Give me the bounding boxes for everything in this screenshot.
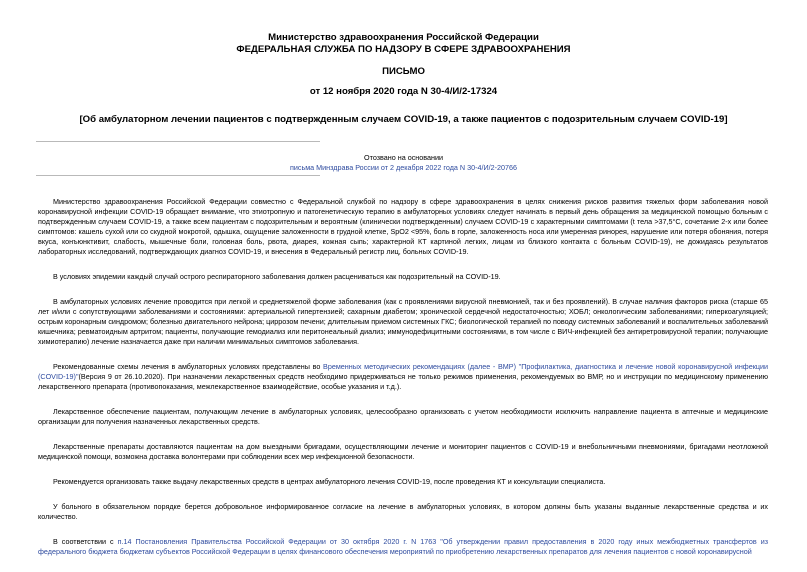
document-type: ПИСЬМО: [382, 66, 425, 77]
document-title: [Об амбулаторном лечении пациентов с подтвержденным случаем COVID-19, а также пациентов с подозрительным случаем COVID-19]: [79, 114, 728, 125]
vmr-recommendations-link[interactable]: Временных методических рекомендациях (далее - ВМР) "Профилактика, диагностика и лечение новой коронавирусной инфекции (COVID-19)": [38, 362, 768, 381]
paragraph-4-end: (Версия 9 от 26.10.2020). При назначении лекарственных средств необходимо придерживаться не только режимов применения, рекомендуемых во ВМР, но и инструкции по медицинскому применению лекарственного препарата (противопоказания, межлекарственное взаимодействие, особые указания и т.д.).: [38, 372, 768, 391]
paragraph-3: В амбулаторных условиях лечение проводится при легкой и среднетяжелой форме заболевания (как с проявлениями вирусной пневмонией, так и без проявлений). В случае наличия факторов риска (старше 65 лет и/или с сопутствующими заболеваниями и состояниями: артериальной гипертензией; сахарным диабетом; хронической сердечной недостаточностью; ХОБЛ; онкологическим заболеваниями; гиперкоагуляцией; острым коронарным синдромом; болезнью двигательного нейрона; циррозом печени; длительным приемом системных ГКС; биологической терапией по поводу системных заболеваний и воспалительных заболеваний кишечника; ревматоидным артритом; пациенты, получающие гемодиализ или перитонеальный диализ; иммунодефицитными состояниями, в том числе с ВИЧ-инфекцией без антиретровирусной терапии; получающие химиотерапию) лечение назначается даже при наличии минимальных симптомов заболевания.: [38, 297, 768, 346]
paragraph-6: Лекарственные препараты доставляются пациентам на дом выездными бригадами, осуществляющими лечение и мониторинг пациентов с COVID-19 и внебольничными пневмониями, бригадами неотложной медицинской помощи, возможна доставка волонтерами при соблюдении всех мер инфекционной безопасности.: [38, 442, 768, 461]
government-decree-link[interactable]: п.14 Постановления Правительства Российской Федерации от 30 октября 2020 г. N 1763 "Об утверждении правил предоставления в 2020 году иных межбюджетных трансфертов из федерального бюджета бюджетам субъектов Российской Федерации в целях финансового обеспечения мероприятий по приобретению лекарственных препаратов для лечения пациентов с новой коронавирусной: [38, 537, 768, 556]
service-name: ФЕДЕРАЛЬНАЯ СЛУЖБА ПО НАДЗОРУ В СФЕРЕ ЗДРАВООХРАНЕНИЯ: [236, 44, 571, 55]
paragraph-1: Министерство здравоохранения Российской Федерации совместно с Федеральной службой по надзору в сфере здравоохранения в целях снижения рисков развития тяжелых форм заболевания новой коронавирусной инфекции COVID-19 обращает внимание, что этиотропную и патогенетическую терапию в амбулаторных условиях следует начинать в первый день обращения за медицинской помощью больным с подтвержденным случаем COVID-19, а также всем пациентам с подозрительным и вероятным (клинически подтвержденным) случаем COVID-19 с характерными симптомами (t тела >37,5°С, сочетание 2-х или более симптомов: кашель сухой или со скудной мокротой, одышка, ощущение заложенности в грудной клетке, SpO2 <95%, боль в горле, заложенность носа или умеренная ринорея, нарушение или потеря обоняния, потеря вкуса, конъюнктивит, слабость, мышечные боли, головная боль, рвота, диарея, кожная сыпь; характерной КТ картиной легких, лицам из близкого контакта с больным COVID-19), не дожидаясь результатов лабораторных исследований, подтверждающих диагноз COVID-19, и внесения в Федеральный регистр лиц, больных COVID-19.: [38, 197, 768, 256]
divider-bottom: [36, 175, 320, 176]
divider-top: [36, 141, 320, 142]
revocation-link-line: [0, 163, 807, 172]
paragraph-9-start: В соответствии с: [53, 537, 118, 546]
paragraph-7: Рекомендуется организовать также выдачу лекарственных средств в центрах амбулаторного лечения COVID-19, после проведения КТ и консультации специалиста.: [53, 477, 606, 486]
letter-body: [38, 197, 768, 572]
paragraph-4-start: Рекомендованные схемы лечения в амбулаторных условиях представлены во: [53, 362, 324, 371]
paragraph-8: У больного в обязательном порядке берется добровольное информированное согласие на лечение в амбулаторных условиях, в котором должны быть указаны выданные лекарственные средства и их количество.: [38, 502, 768, 521]
revocation-link[interactable]: письма Минздрава России от 2 декабря 2022 года N 30-4/И/2-20766: [289, 163, 518, 172]
paragraph-4: [38, 362, 768, 392]
paragraph-5: Лекарственное обеспечение пациентам, получающим лечение в амбулаторных условиях, целесообразно организовать с учетом необходимости исключить направление пациента в аптечные и медицинские организации для получения назначенных лекарственных средств.: [38, 407, 768, 426]
revocation-note: Отозвано на основании: [364, 153, 443, 162]
document-date-number: от 12 ноября 2020 года N 30-4/И/2-17324: [309, 86, 498, 97]
paragraph-2: В условиях эпидемии каждый случай острого респираторного заболевания должен расцениваться как подозрительный на COVID-19.: [53, 272, 501, 281]
ministry-name: Министерство здравоохранения Российской Федерации: [268, 32, 539, 43]
paragraph-9: [38, 537, 768, 557]
